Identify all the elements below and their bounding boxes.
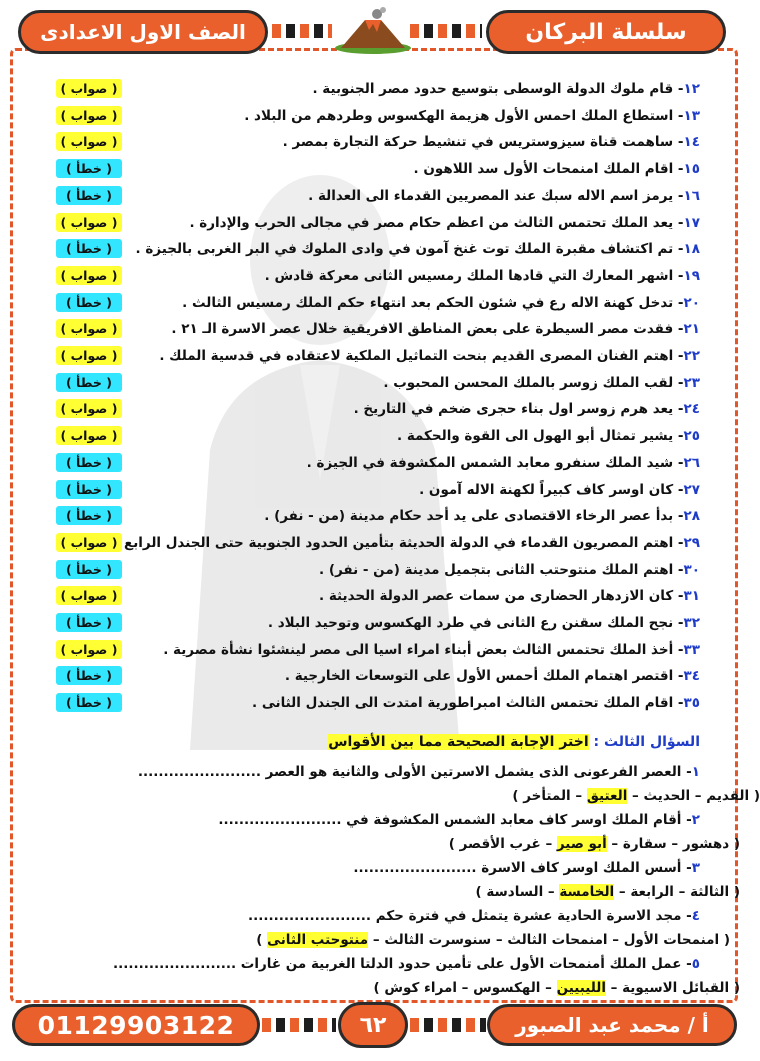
question-row: [0, 663, 750, 689]
question-number: ٣٣: [683, 641, 700, 658]
question-text: ٢٨- بدأ عصر الرخاء الاقتصادى على يد أحد حكام مدينة (من - نفر) .: [264, 508, 700, 525]
mcq-option: غرب الأقصر: [459, 836, 541, 852]
mcq-question: ٥- عمل الملك أمنمحات الأول على تأمين حدود الدلتا الغربية من غارات ........................: [113, 956, 700, 972]
question-statement: اقتصر اهتمام الملك أحمس الأول على التوسعات الخارجية .: [284, 668, 674, 685]
answer-false-badge: ( خطأ ): [56, 239, 122, 258]
question-row: [0, 396, 750, 422]
question-text: ٣٣- أخذ الملك تحتمس الثالث بعض أبناء امراء اسيا الى مصر لينشئوا نشأة مصرية .: [163, 641, 700, 658]
question-statement: يشير تمثال أبو الهول الى القوة والحكمة .: [396, 428, 674, 445]
question-text: ١٣- استطاع الملك احمس الأول هزيمة الهكسوس وطردهم من البلاد .: [244, 107, 700, 124]
mcq-option: امراء كوش: [384, 980, 457, 996]
question-text: ٢٦- شيد الملك سنفرو معابد الشمس المكشوفة في الجيزة .: [306, 454, 700, 471]
header-checker-left: [272, 24, 332, 38]
question-number: ٢٥: [683, 428, 700, 445]
mcq-text: مجد الاسرة الحادية عشرة يتمثل في فترة حكم ........................: [247, 908, 682, 924]
section-3-label: السؤال الثالث :: [593, 734, 700, 750]
question-text: ٣٥- اقام الملك تحتمس الثالث امبراطورية امتدت الى الجندل الثانى .: [252, 695, 700, 712]
question-statement: اشهر المعارك التي قادها الملك رمسيس الثانى معركة قادش .: [264, 267, 674, 284]
question-statement: بدأ عصر الرخاء الاقتصادى على يد أحد حكام مدينة (من - نفر) .: [264, 508, 674, 525]
answer-true-badge: ( صواب ): [56, 399, 122, 418]
answer-true-badge: ( صواب ): [56, 346, 122, 365]
question-row: [0, 129, 750, 155]
answer-false-badge: ( خطأ ): [56, 453, 122, 472]
question-text: ١٤- ساهمت قناة سيزوستريس في تنشيط حركة التجارة بمصر .: [282, 134, 700, 151]
page-number: ٦٢: [338, 1002, 408, 1048]
question-row: [0, 530, 750, 556]
question-row: [0, 503, 750, 529]
question-row: [0, 637, 750, 663]
question-number: ٢٠: [683, 294, 700, 311]
answer-false-badge: ( خطأ ): [56, 506, 122, 525]
question-statement: يعد هرم زوسر اول بناء حجرى ضخم في التاريخ .: [353, 401, 674, 418]
question-number: ٢١: [683, 321, 700, 338]
mcq-option: سنوسرت الثالث: [384, 932, 492, 948]
grade-title: الصف الاول الاعدادى: [18, 10, 268, 54]
mcq-number: ١: [691, 764, 700, 780]
volcano-icon: [333, 6, 413, 54]
mcq-options: ( القديم – الحديث – العتيق – المتأخر ): [512, 788, 760, 804]
question-statement: شيد الملك سنفرو معابد الشمس المكشوفة في الجيزة .: [306, 454, 674, 471]
question-number: ٣١: [683, 588, 700, 605]
author-name: أ / محمد عبد الصبور: [487, 1004, 737, 1046]
answer-false-badge: ( خطأ ): [56, 480, 122, 499]
question-row: [0, 557, 750, 583]
mcq-option: الثالثة: [690, 884, 730, 900]
mcq-option: الهكسوس: [473, 980, 541, 996]
answer-true-badge: ( صواب ): [56, 132, 122, 151]
question-text: ٣٤- اقتصر اهتمام الملك أحمس الأول على التوسعات الخارجية .: [284, 668, 700, 685]
section-3-instruction: اختر الإجابة الصحيحة مما بين الأقواس: [328, 734, 589, 750]
mcq-question: ٤- مجد الاسرة الحادية عشرة يتمثل في فترة حكم ........................: [247, 908, 700, 924]
question-statement: اهتم الملك منتوحتب الثانى بتجميل مدينة (من - نفر) .: [319, 561, 674, 578]
question-number: ٢٤: [683, 401, 700, 418]
section-3-title: [328, 734, 700, 750]
answer-true-badge: ( صواب ): [56, 533, 122, 552]
question-number: ١٦: [683, 187, 700, 204]
question-text: ١٩- اشهر المعارك التي قادها الملك رمسيس الثانى معركة قادش .: [264, 267, 700, 284]
question-statement: نجح الملك سقنن رع الثانى في طرد الهكسوس وتوحيد البلاد .: [267, 615, 674, 631]
mcq-option: دهشور: [682, 836, 730, 852]
answer-true-badge: ( صواب ): [56, 319, 122, 338]
question-text: ١٢- قام ملوك الدولة الوسطى بتوسيع حدود مصر الجنوبية .: [312, 81, 700, 97]
phone-number: 01129903122: [12, 1004, 260, 1046]
answer-false-badge: ( خطأ ): [56, 666, 122, 685]
question-number: ١٨: [683, 241, 700, 258]
question-text: ١٧- يعد الملك تحتمس الثالث من اعظم حكام مصر في مجالى الحرب والإدارة .: [189, 214, 700, 231]
question-row: [0, 316, 750, 342]
answer-false-badge: ( خطأ ): [56, 613, 122, 632]
question-text: ٢٢- اهتم الفنان المصرى القديم بنحت التماثيل الملكية لاعتقاده في قدسية الملك .: [159, 348, 700, 364]
question-number: ٢٩: [683, 534, 700, 551]
question-row: [0, 370, 750, 396]
question-number: ٣٥: [683, 695, 700, 712]
mcq-options: ( امنمحات الأول – امنمحات الثالث – سنوسرت الثالث – منتوحتب الثانى ): [256, 932, 730, 948]
question-text: ١٥- اقام الملك امنمحات الأول سد اللاهون .: [413, 161, 700, 178]
question-text: ٣٢- نجح الملك سقنن رع الثانى في طرد الهكسوس وتوحيد البلاد .: [267, 615, 700, 631]
mcq-text: عمل الملك أمنمحات الأول على تأمين حدود الدلتا الغربية من غارات ........................: [113, 956, 682, 972]
mcq-option: سقارة: [622, 836, 667, 852]
question-text: ٣١- كان الازدهار الحضارى من سمات عصر الدولة الحديثة .: [318, 588, 700, 605]
answer-false-badge: ( خطأ ): [56, 293, 122, 312]
mcq-question: ٣- أسس الملك اوسر كاف الاسرة ........................: [353, 860, 700, 876]
mcq-number: ٤: [691, 908, 700, 924]
question-row: [0, 477, 750, 503]
question-number: ١٢: [683, 81, 700, 97]
question-number: ١٩: [683, 267, 700, 284]
series-title: سلسلة البركان: [486, 10, 726, 54]
answer-false-badge: ( خطأ ): [56, 693, 122, 712]
answer-false-badge: ( خطأ ): [56, 186, 122, 205]
question-row: [0, 583, 750, 609]
question-text: ٣٠- اهتم الملك منتوحتب الثانى بتجميل مدينة (من - نفر) .: [319, 561, 700, 578]
question-row: [0, 236, 750, 262]
question-statement: فقدت مصر السيطرة على بعض المناطق الافريقية خلال عصر الاسرة الـ ٢١ .: [171, 321, 674, 338]
answer-true-badge: ( صواب ): [56, 79, 122, 98]
question-statement: كان اوسر كاف كبيراً لكهنة الاله آمون .: [419, 481, 674, 498]
question-number: ١٧: [683, 214, 700, 231]
question-statement: اهتم الفنان المصرى القديم بنحت التماثيل الملكية لاعتقاده في قدسية الملك .: [159, 348, 674, 364]
answer-false-badge: ( خطأ ): [56, 560, 122, 579]
question-number: ٣٠: [683, 561, 700, 578]
question-statement: يرمز اسم الاله سبك عند المصريين القدماء الى العدالة .: [308, 187, 674, 204]
question-row: [0, 263, 750, 289]
question-number: ١٤: [683, 134, 700, 151]
answer-true-badge: ( صواب ): [56, 106, 122, 125]
question-statement: لقب الملك زوسر بالملك المحسن المحبوب .: [383, 374, 674, 391]
question-row: [0, 76, 750, 102]
mcq-option: المتأخر: [523, 788, 571, 804]
question-number: ٢٣: [683, 374, 700, 391]
question-row: [0, 210, 750, 236]
question-number: ١٣: [683, 107, 700, 124]
answer-false-badge: ( خطأ ): [56, 159, 122, 178]
answer-true-badge: ( صواب ): [56, 586, 122, 605]
question-number: ٣٢: [683, 615, 700, 631]
mcq-question: ٢- أقام الملك اوسر كاف معابد الشمس المكشوفة في ........................: [218, 812, 700, 828]
mcq-option: السادسة: [486, 884, 544, 900]
question-statement: تم اكتشاف مقبرة الملك توت غنخ آمون في وادى الملوك في البر الغربى بالجيزة .: [135, 241, 674, 258]
answer-false-badge: ( خطأ ): [56, 373, 122, 392]
question-number: ٢٢: [683, 348, 700, 364]
mcq-text: العصر الفرعونى الذى يشمل الاسرتين الأولى والثانية هو العصر ........................: [137, 764, 682, 780]
answer-true-badge: ( صواب ): [56, 266, 122, 285]
mcq-option: الرابعة: [630, 884, 674, 900]
question-row: [0, 290, 750, 316]
mcq-option: القبائل الاسيوية: [622, 980, 730, 996]
mcq-question: ١- العصر الفرعونى الذى يشمل الاسرتين الأولى والثانية هو العصر ........................: [137, 764, 700, 780]
question-statement: استطاع الملك احمس الأول هزيمة الهكسوس وطردهم من البلاد .: [244, 107, 674, 124]
question-text: ٢٩- اهتم المصريون القدماء في الدولة الحديثة بتأمين الحدود الجنوبية حتى الجندل الرابع: [124, 534, 700, 551]
mcq-options: ( دهشور – سقارة – أبو صير – غرب الأقصر ): [448, 836, 740, 852]
mcq-option-selected: الخامسة: [559, 884, 615, 900]
question-text: ٢٠- تدخل كهنة الاله رع في شئون الحكم بعد انتهاء حكم الملك رمسيس الثالث .: [182, 294, 700, 311]
footer-checker-left: [262, 1018, 336, 1032]
mcq-text: أسس الملك اوسر كاف الاسرة ........................: [353, 860, 682, 876]
question-text: ٢٥- يشير تمثال أبو الهول الى القوة والحكمة .: [396, 428, 700, 445]
question-statement: كان الازدهار الحضارى من سمات عصر الدولة الحديثة .: [318, 588, 674, 605]
question-text: ٢١- فقدت مصر السيطرة على بعض المناطق الافريقية خلال عصر الاسرة الـ ٢١ .: [171, 321, 700, 338]
answer-true-badge: ( صواب ): [56, 213, 122, 232]
question-statement: اقام الملك تحتمس الثالث امبراطورية امتدت الى الجندل الثانى .: [252, 695, 674, 712]
question-row: [0, 610, 750, 636]
mcq-option: الحديث: [643, 788, 691, 804]
header-checker-right: [410, 24, 482, 38]
answer-true-badge: ( صواب ): [56, 640, 122, 659]
question-row: [0, 423, 750, 449]
question-row: [0, 690, 750, 716]
answer-true-badge: ( صواب ): [56, 426, 122, 445]
question-text: ٢٣- لقب الملك زوسر بالملك المحسن المحبوب .: [383, 374, 700, 391]
mcq-option-selected: منتوحتب الثانى: [267, 932, 369, 948]
question-statement: قام ملوك الدولة الوسطى بتوسيع حدود مصر الجنوبية .: [312, 81, 674, 97]
question-row: [0, 343, 750, 369]
question-text: ٢٤- يعد هرم زوسر اول بناء حجرى ضخم في التاريخ .: [353, 401, 700, 418]
question-row: [0, 183, 750, 209]
mcq-option-selected: الليبيين: [556, 980, 606, 996]
question-statement: يعد الملك تحتمس الثالث من اعظم حكام مصر في مجالى الحرب والإدارة .: [189, 214, 674, 231]
mcq-text: أقام الملك اوسر كاف معابد الشمس المكشوفة في ........................: [218, 812, 682, 828]
mcq-options: ( الثالثة – الرابعة – الخامسة – السادسة ): [475, 884, 740, 900]
mcq-number: ٥: [691, 956, 700, 972]
question-statement: تدخل كهنة الاله رع في شئون الحكم بعد انتهاء حكم الملك رمسيس الثالث .: [182, 294, 674, 311]
mcq-option: القديم: [706, 788, 750, 804]
question-row: [0, 156, 750, 182]
mcq-option-selected: أبو صير: [556, 836, 607, 852]
mcq-option: امنمحات الأول: [623, 932, 720, 948]
question-statement: أخذ الملك تحتمس الثالث بعض أبناء امراء اسيا الى مصر لينشئوا نشأة مصرية .: [163, 641, 674, 658]
question-number: ٢٧: [683, 481, 700, 498]
question-number: ١٥: [683, 161, 700, 178]
question-statement: اقام الملك امنمحات الأول سد اللاهون .: [413, 161, 674, 178]
question-number: ٣٤: [683, 668, 700, 685]
mcq-number: ٢: [691, 812, 700, 828]
question-number: ٢٦: [683, 454, 700, 471]
question-row: [0, 103, 750, 129]
mcq-number: ٣: [691, 860, 700, 876]
question-text: ١٨- تم اكتشاف مقبرة الملك توت غنخ آمون في وادى الملوك في البر الغربى بالجيزة .: [135, 241, 700, 258]
question-text: ١٦- يرمز اسم الاله سبك عند المصريين القدماء الى العدالة .: [308, 187, 700, 204]
mcq-option-selected: العتيق: [586, 788, 628, 804]
footer-checker-right: [410, 1018, 486, 1032]
question-text: ٢٧- كان اوسر كاف كبيراً لكهنة الاله آمون .: [419, 481, 700, 498]
mcq-option: امنمحات الثالث: [507, 932, 608, 948]
question-statement: اهتم المصريون القدماء في الدولة الحديثة بتأمين الحدود الجنوبية حتى الجندل الرابع: [124, 534, 674, 551]
question-row: [0, 450, 750, 476]
question-number: ٢٨: [683, 508, 700, 525]
mcq-options: ( القبائل الاسيوية – الليبيين – الهكسوس – امراء كوش ): [373, 980, 740, 996]
question-statement: ساهمت قناة سيزوستريس في تنشيط حركة التجارة بمصر .: [282, 134, 674, 151]
